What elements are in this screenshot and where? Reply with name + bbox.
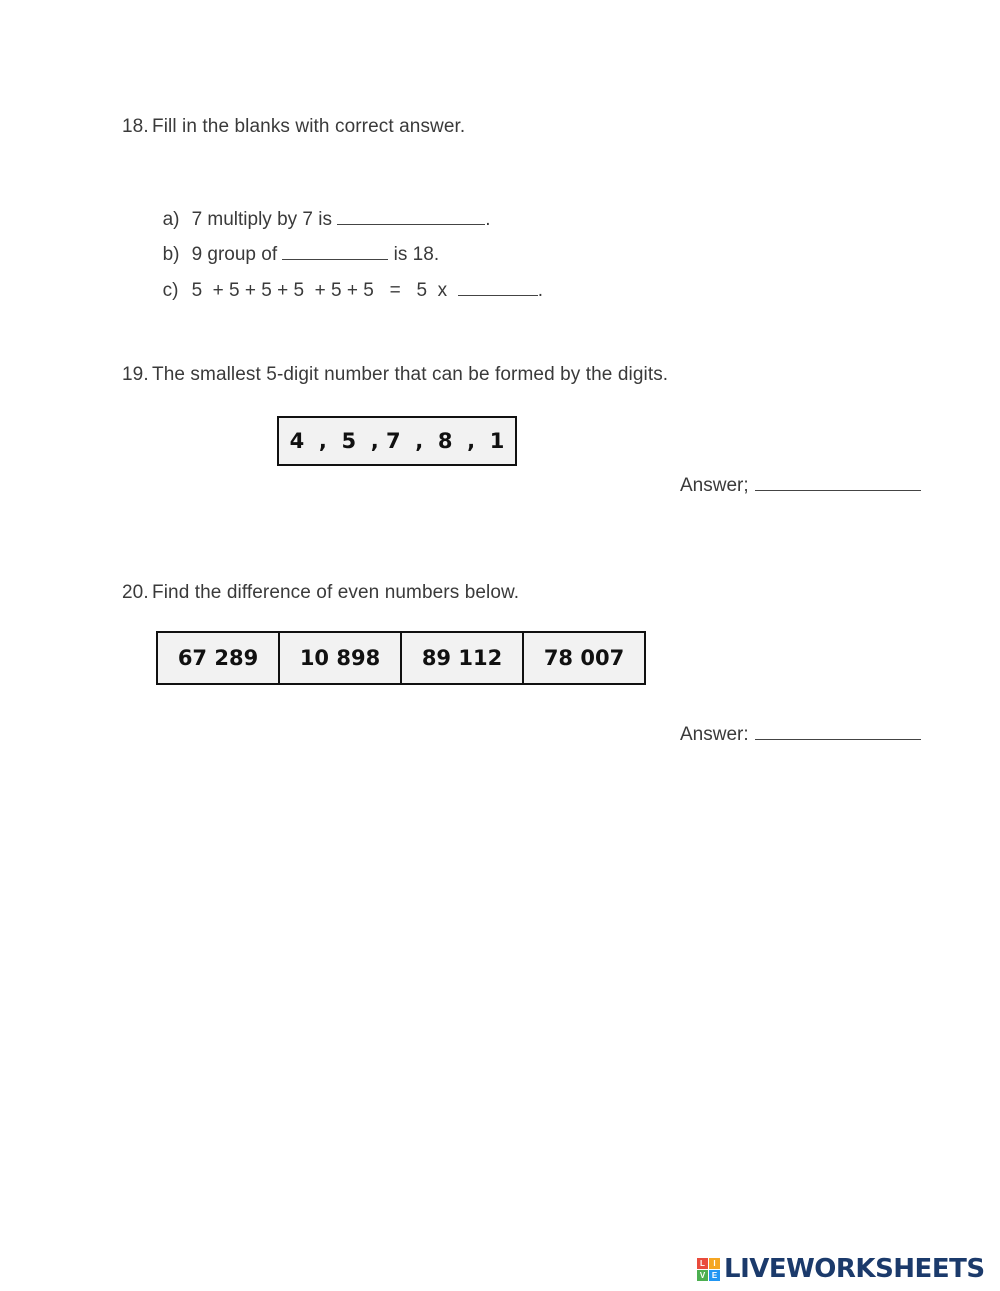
answer-row-19: [680, 473, 921, 497]
item-text: 7 multiply by 7 is: [191, 209, 338, 230]
item-text: 9 group of: [191, 244, 283, 265]
question-text: The smallest 5-digit number that can be formed by the digits.: [152, 364, 669, 385]
logo-tile: E: [709, 1270, 720, 1281]
item-suffix: .: [537, 280, 544, 301]
item-label: c): [162, 280, 179, 301]
question-19: [122, 364, 668, 386]
liveworksheets-logo: [697, 1254, 985, 1284]
answer-blank-c[interactable]: [458, 278, 538, 296]
number-cell: 78 007: [524, 633, 644, 683]
question-text: Find the difference of even numbers below.: [152, 582, 520, 603]
question-text: Fill in the blanks with correct answer.: [152, 116, 466, 137]
numbers-table: [156, 631, 646, 685]
item-suffix: .: [485, 209, 491, 230]
question-number: 18.: [122, 116, 149, 137]
item-label: a): [162, 209, 180, 230]
answer-row-20: [680, 722, 921, 746]
answer-input-19[interactable]: [755, 473, 921, 491]
number-cell: 67 289: [158, 633, 280, 683]
item-suffix: is 18.: [388, 244, 440, 265]
number-cell: 89 112: [402, 633, 524, 683]
brand-name: LIVEWORKSHEETS: [724, 1254, 985, 1284]
logo-tile: L: [697, 1258, 708, 1269]
question-number: 20.: [122, 582, 149, 603]
question-18-item-c: [152, 256, 543, 302]
question-number: 19.: [122, 364, 149, 385]
item-text: 5 + 5 + 5 + 5 + 5 + 5 = 5 x: [191, 280, 458, 301]
logo-tile: V: [697, 1270, 708, 1281]
question-20: [122, 582, 519, 604]
answer-label: Answer:: [680, 724, 749, 745]
digits-box: 4 , 5 , 7 , 8 , 1: [277, 416, 517, 466]
question-18: [122, 116, 465, 138]
answer-label: Answer;: [680, 475, 749, 496]
answer-input-20[interactable]: [755, 722, 921, 740]
logo-tile: I: [709, 1258, 720, 1269]
number-cell: 10 898: [280, 633, 402, 683]
item-label: b): [162, 244, 180, 265]
logo-icon: [697, 1258, 720, 1281]
